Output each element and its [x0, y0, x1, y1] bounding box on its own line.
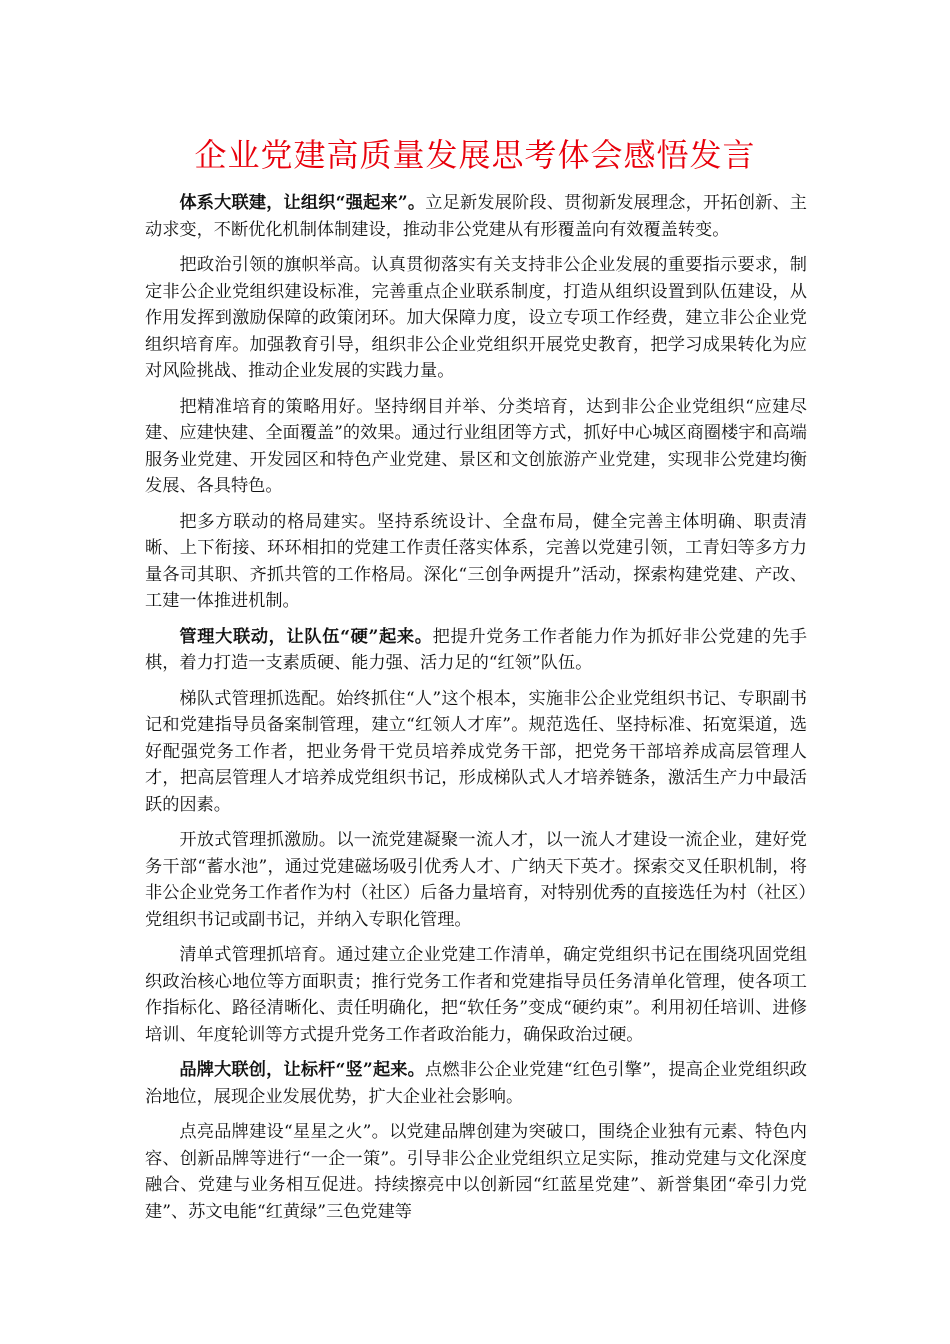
- paragraph-8: [145, 942, 807, 1048]
- paragraph-6: [145, 686, 807, 819]
- paragraph-text: 点亮品牌建设“星星之火”。以党建品牌创建为突破口，围绕企业独有元素、特色内容、创新品牌等进行“一企一策”。引导非公企业党组织立足实际，推动党建与文化深度融合、党建与业务相互促进。持续擦亮中以创新园“红蓝星党建”、新誉集团“牵引力党建”、苏文电能“红黄绿”三色党建等: [145, 1122, 807, 1222]
- section-heading: 体系大联建，让组织“强起来”。: [179, 193, 426, 213]
- paragraph-text: 点燃非公企业党建“红色引擎”，提高企业党组织政治地位，展现企业发展优势，扩大企业社会影响。: [145, 1060, 807, 1107]
- paragraph-text: 清单式管理抓培育。通过建立企业党建工作清单，确定党组织书记在围绕巩固党组织政治核心地位等方面职责；推行党务工作者和党建指导员任务清单化管理，使各项工作指标化、路径清晰化、责任明确化，把“软任务”变成“硬约束”。利用初任培训、进修培训、年度轮训等方式提升党务工作者政治能力，确保政治过硬。: [145, 945, 807, 1045]
- paragraph-text: 梯队式管理抓选配。始终抓住“人”这个根本，实施非公企业党组织书记、专职副书记和党建指导员备案制管理，建立“红领人才库”。规范选任、坚持标准、拓宽渠道，选好配强党务工作者，把业务骨干党员培养成党务干部，把党务干部培养成高层管理人才，把高层管理人才培养成党组织书记，形成梯队式人才培养链条，激活生产力中最活跃的因素。: [145, 688, 807, 815]
- paragraph-text: 把政治引领的旗帜举高。认真贯彻落实有关支持非公企业发展的重要指示要求，制定非公企业党组织建设标准，完善重点企业联系制度，打造从组织设置到队伍建设，从作用发挥到激励保障的政策闭环。加大保障力度，设立专项工作经费，建立非公企业党组织培育库。加强教育引导，组织非公企业党组织开展党史教育，把学习成果转化为应对风险挑战、推动企业发展的实践力量。: [145, 255, 807, 381]
- paragraph-text: 把多方联动的格局建实。坚持系统设计、全盘布局，健全完善主体明确、职责清晰、上下衔接、环环相扣的党建工作责任落实体系，完善以党建引领，工青妇等多方力量各司其职、齐抓共管的工作格局。深化“三创争两提升”活动，探索构建党建、产改、工建一体推进机制。: [145, 511, 807, 611]
- paragraph-1: [145, 190, 807, 243]
- section-heading: 管理大联动，让队伍“硬”起来。: [179, 626, 433, 647]
- paragraph-2: [145, 252, 807, 385]
- paragraph-text: 立足新发展阶段、贯彻新发展理念，开拓创新、主动求变，不断优化机制体制建设，推动非公党建从有形覆盖向有效覆盖转变。: [145, 193, 807, 240]
- paragraph-text: 把精准培育的策略用好。坚持纲目并举、分类培育，达到非公企业党组织“应建尽建、应建快建、全面覆盖”的效果。通过行业组团等方式，抓好中心城区商圈楼宇和高端服务业党建、开发园区和特色产业党建、景区和文创旅游产业党建，实现非公党建均衡发展、各具特色。: [145, 396, 807, 496]
- document-body: [145, 190, 807, 1234]
- paragraph-7: [145, 827, 807, 933]
- section-heading: 品牌大联创，让标杆“竖”起来。: [179, 1060, 425, 1080]
- paragraph-text: 把提升党务工作者能力作为抓好非公党建的先手棋，着力打造一支素质硬、能力强、活力足的“红领”队伍。: [145, 626, 807, 673]
- paragraph-10: [145, 1119, 807, 1225]
- paragraph-4: [145, 509, 807, 615]
- document-title: 企业党建高质量发展思考体会感悟发言: [194, 136, 756, 174]
- paragraph-3: [145, 394, 807, 500]
- paragraph-5: [145, 624, 807, 677]
- paragraph-9: [145, 1057, 807, 1110]
- paragraph-text: 开放式管理抓激励。以一流党建凝聚一流人才，以一流人才建设一流企业，建好党务干部“蓄水池”，通过党建磁场吸引优秀人才、广纳天下英才。探索交叉任职机制，将非公企业党务工作者作为村（社区）后备力量培育，对特别优秀的直接选任为村（社区）党组织书记或副书记，并纳入专职化管理。: [145, 830, 807, 930]
